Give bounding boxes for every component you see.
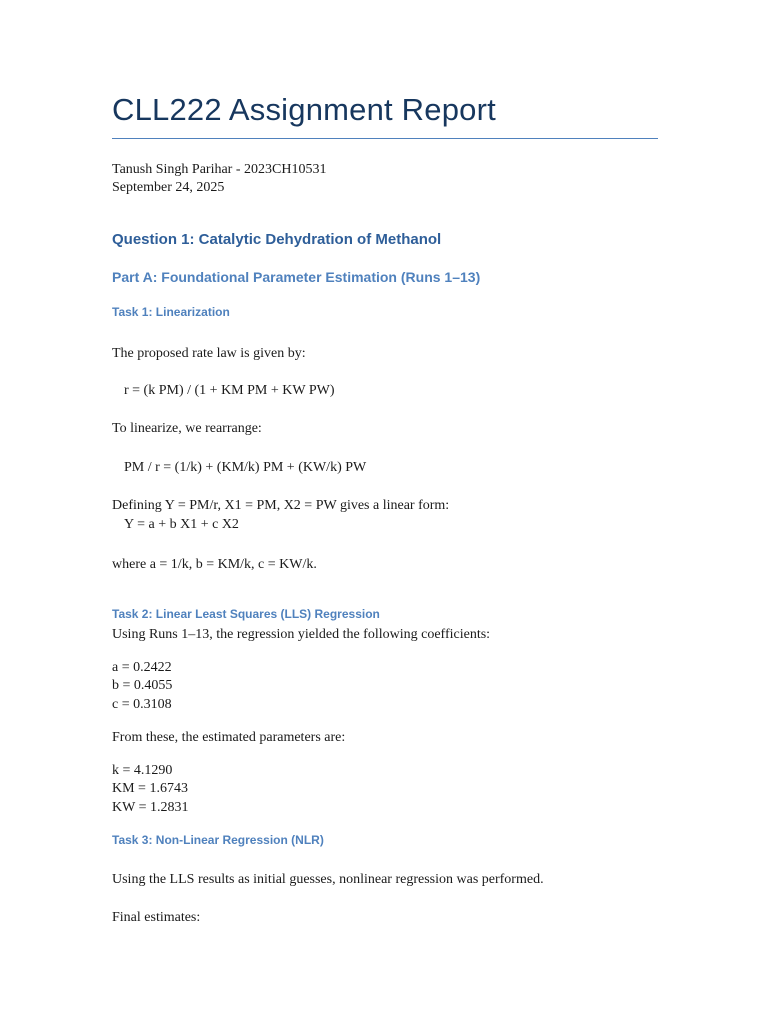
task3-intro: Using the LLS results as initial guesses, nonlinear regression was performed.: [112, 872, 544, 887]
date-line: September 24, 2025: [112, 180, 225, 195]
final-estimates-label: Final estimates:: [112, 910, 201, 925]
rearrange-intro: To linearize, we rearrange:: [112, 421, 262, 436]
author-line: Tanush Singh Parihar - 2023CH10531: [112, 162, 327, 177]
task2-heading: Task 2: Linear Least Squares (LLS) Regression: [112, 607, 380, 621]
params-intro: From these, the estimated parameters are:: [112, 730, 346, 745]
param-kw: KW = 1.2831: [112, 800, 189, 815]
coefficient-a: a = 0.2422: [112, 660, 172, 675]
coefficient-b: b = 0.4055: [112, 678, 173, 693]
task1-intro: The proposed rate law is given by:: [112, 346, 306, 361]
task1-heading: Task 1: Linearization: [112, 305, 230, 319]
task3-heading: Task 3: Non-Linear Regression (NLR): [112, 833, 324, 847]
defining-text: Defining Y = PM/r, X1 = PM, X2 = PW gives a linear form:: [112, 498, 450, 513]
question-heading: Question 1: Catalytic Dehydration of Methanol: [112, 231, 442, 248]
param-k: k = 4.1290: [112, 763, 173, 778]
rearranged-equation: PM / r = (1/k) + (KM/k) PM + (KW/k) PW: [124, 460, 367, 475]
page-title: CLL222 Assignment Report: [112, 92, 496, 127]
where-text: where a = 1/k, b = KM/k, c = KW/k.: [112, 557, 317, 572]
linear-form-equation: Y = a + b X1 + c X2: [124, 517, 239, 532]
part-heading: Part A: Foundational Parameter Estimation (Runs 1–13): [112, 269, 481, 285]
coefficient-c: c = 0.3108: [112, 697, 172, 712]
param-km: KM = 1.6743: [112, 781, 188, 796]
title-divider: [112, 138, 658, 139]
task2-intro: Using Runs 1–13, the regression yielded the following coefficients:: [112, 627, 491, 642]
rate-law-equation: r = (k PM) / (1 + KM PM + KW PW): [124, 383, 335, 398]
